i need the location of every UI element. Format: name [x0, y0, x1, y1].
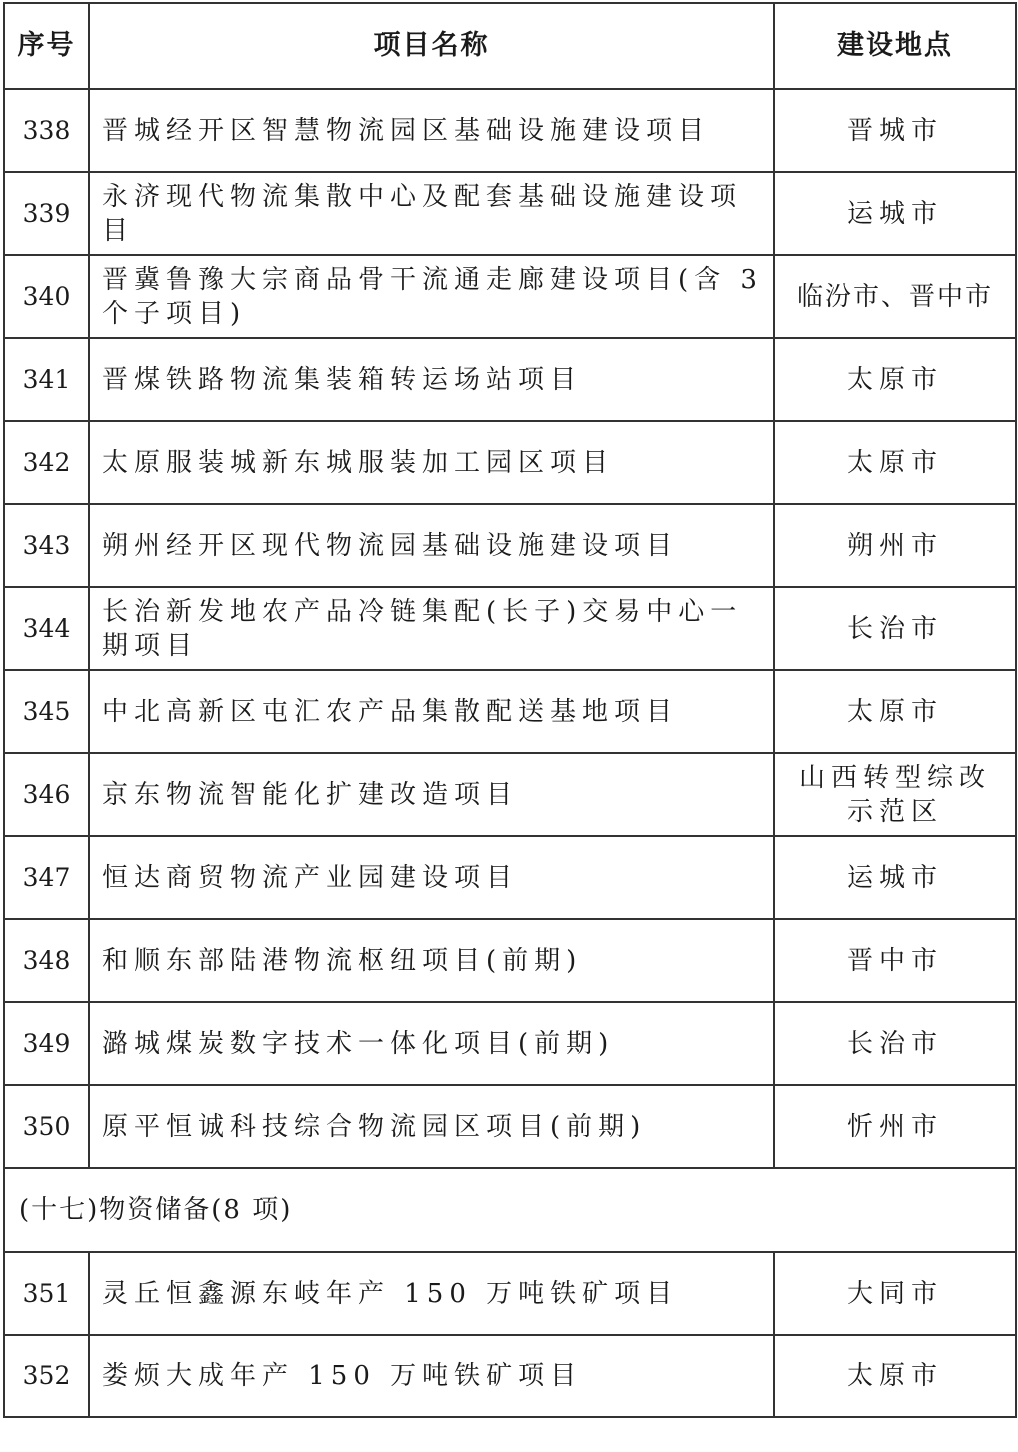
row-no: 339 [4, 172, 89, 255]
row-name: 晋城经开区智慧物流园区基础设施建设项目 [89, 89, 774, 172]
table-row [4, 172, 1016, 255]
header-no: 序号 [4, 3, 89, 89]
row-name: 恒达商贸物流产业园建设项目 [89, 836, 774, 919]
row-location: 朔州市 [774, 504, 1016, 587]
row-location: 太原市 [774, 421, 1016, 504]
row-name: 太原服装城新东城服装加工园区项目 [89, 421, 774, 504]
table-row [4, 836, 1016, 919]
row-name: 中北高新区屯汇农产品集散配送基地项目 [89, 670, 774, 753]
table-row [4, 504, 1016, 587]
row-no: 348 [4, 919, 89, 1002]
row-location: 运城市 [774, 172, 1016, 255]
row-name: 晋冀鲁豫大宗商品骨干流通走廊建设项目(含 3 个子项目) [89, 255, 774, 338]
table-row [4, 919, 1016, 1002]
row-name: 娄烦大成年产 150 万吨铁矿项目 [89, 1335, 774, 1417]
row-location: 太原市 [774, 670, 1016, 753]
project-table [3, 2, 1017, 1418]
row-location: 晋中市 [774, 919, 1016, 1002]
table-row [4, 421, 1016, 504]
section-heading: (十七)物资储备(8 项) [4, 1168, 1016, 1252]
header-location: 建设地点 [774, 3, 1016, 89]
table-row [4, 753, 1016, 836]
row-name: 潞城煤炭数字技术一体化项目(前期) [89, 1002, 774, 1085]
row-no: 341 [4, 338, 89, 421]
row-location: 太原市 [774, 1335, 1016, 1417]
row-no: 351 [4, 1252, 89, 1335]
row-name: 原平恒诚科技综合物流园区项目(前期) [89, 1085, 774, 1168]
table-row [4, 1335, 1016, 1417]
row-location: 大同市 [774, 1252, 1016, 1335]
row-no: 344 [4, 587, 89, 670]
row-no: 347 [4, 836, 89, 919]
row-location: 太原市 [774, 338, 1016, 421]
row-no: 338 [4, 89, 89, 172]
table-row [4, 1002, 1016, 1085]
row-name: 长治新发地农产品冷链集配(长子)交易中心一期项目 [89, 587, 774, 670]
table-row [4, 255, 1016, 338]
table-row [4, 587, 1016, 670]
row-location: 长治市 [774, 587, 1016, 670]
header-name: 项目名称 [89, 3, 774, 89]
table-row [4, 1085, 1016, 1168]
section-row [4, 1168, 1016, 1252]
row-no: 342 [4, 421, 89, 504]
table-row [4, 89, 1016, 172]
row-name: 京东物流智能化扩建改造项目 [89, 753, 774, 836]
row-no: 352 [4, 1335, 89, 1417]
row-name: 和顺东部陆港物流枢纽项目(前期) [89, 919, 774, 1002]
row-location: 忻州市 [774, 1085, 1016, 1168]
row-location: 山西转型综改示范区 [774, 753, 1016, 836]
row-name: 朔州经开区现代物流园基础设施建设项目 [89, 504, 774, 587]
row-location: 晋城市 [774, 89, 1016, 172]
table-header-row [4, 3, 1016, 89]
row-no: 349 [4, 1002, 89, 1085]
row-no: 350 [4, 1085, 89, 1168]
row-no: 345 [4, 670, 89, 753]
table-row [4, 1252, 1016, 1335]
row-location: 运城市 [774, 836, 1016, 919]
row-name: 灵丘恒鑫源东岐年产 150 万吨铁矿项目 [89, 1252, 774, 1335]
table-row [4, 670, 1016, 753]
row-location: 长治市 [774, 1002, 1016, 1085]
row-name: 晋煤铁路物流集装箱转运场站项目 [89, 338, 774, 421]
row-no: 343 [4, 504, 89, 587]
table-row [4, 338, 1016, 421]
row-location: 临汾市、晋中市 [774, 255, 1016, 338]
row-no: 346 [4, 753, 89, 836]
row-name: 永济现代物流集散中心及配套基础设施建设项目 [89, 172, 774, 255]
row-no: 340 [4, 255, 89, 338]
